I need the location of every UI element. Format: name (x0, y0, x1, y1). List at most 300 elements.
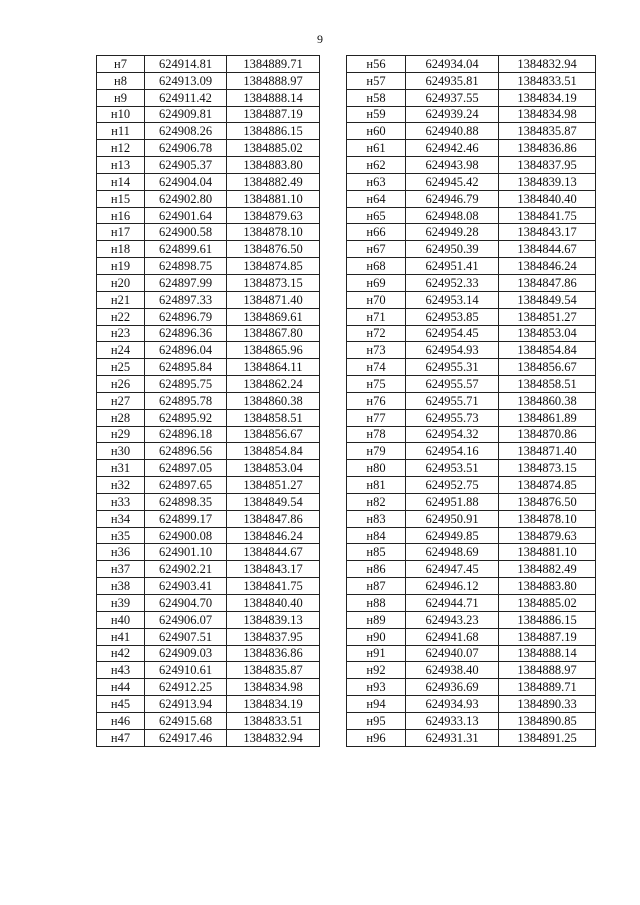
coord-x-cell: 624895.75 (145, 376, 227, 393)
coord-x-cell: 624904.70 (145, 595, 227, 612)
table-row (97, 611, 320, 628)
coord-y-cell: 1384886.15 (499, 611, 596, 628)
point-id-cell: н56 (347, 56, 406, 73)
coord-y-cell: 1384843.17 (499, 224, 596, 241)
table-row (347, 325, 596, 342)
table-row (97, 224, 320, 241)
coord-x-cell: 624949.28 (406, 224, 499, 241)
point-id-cell: н62 (347, 157, 406, 174)
table-row (347, 712, 596, 729)
coord-x-cell: 624953.51 (406, 460, 499, 477)
table-row (97, 56, 320, 73)
table-row (97, 426, 320, 443)
table-row (97, 696, 320, 713)
table-row (347, 72, 596, 89)
coord-y-cell: 1384834.98 (499, 106, 596, 123)
point-id-cell: н18 (97, 241, 145, 258)
coord-x-cell: 624943.98 (406, 157, 499, 174)
coord-y-cell: 1384878.10 (499, 510, 596, 527)
coord-x-cell: 624897.33 (145, 291, 227, 308)
coord-y-cell: 1384843.17 (227, 561, 320, 578)
table-row (97, 544, 320, 561)
point-id-cell: н13 (97, 157, 145, 174)
coord-x-cell: 624934.93 (406, 696, 499, 713)
table-row (97, 359, 320, 376)
table-row (97, 157, 320, 174)
table-row (347, 207, 596, 224)
table-row (97, 527, 320, 544)
point-id-cell: н12 (97, 140, 145, 157)
page-number: 9 (317, 32, 323, 46)
point-id-cell: н85 (347, 544, 406, 561)
coord-x-cell: 624954.45 (406, 325, 499, 342)
coord-x-cell: 624945.42 (406, 173, 499, 190)
point-id-cell: н72 (347, 325, 406, 342)
coord-x-cell: 624951.88 (406, 493, 499, 510)
table-row (347, 56, 596, 73)
point-id-cell: н59 (347, 106, 406, 123)
coord-x-cell: 624954.93 (406, 342, 499, 359)
point-id-cell: н46 (97, 712, 145, 729)
coord-y-cell: 1384836.86 (499, 140, 596, 157)
coord-y-cell: 1384869.61 (227, 308, 320, 325)
coord-y-cell: 1384837.95 (227, 628, 320, 645)
coord-x-cell: 624908.26 (145, 123, 227, 140)
table-row (97, 241, 320, 258)
coord-y-cell: 1384839.13 (499, 173, 596, 190)
coordinates-table-right (346, 55, 596, 747)
coord-x-cell: 624912.25 (145, 679, 227, 696)
point-id-cell: н90 (347, 628, 406, 645)
coord-x-cell: 624955.57 (406, 376, 499, 393)
point-id-cell: н36 (97, 544, 145, 561)
coord-y-cell: 1384888.97 (499, 662, 596, 679)
coord-y-cell: 1384865.96 (227, 342, 320, 359)
point-id-cell: н69 (347, 274, 406, 291)
point-id-cell: н74 (347, 359, 406, 376)
table-row (347, 662, 596, 679)
coord-y-cell: 1384844.67 (227, 544, 320, 561)
point-id-cell: н43 (97, 662, 145, 679)
table-row (97, 291, 320, 308)
table-row (97, 173, 320, 190)
table-row (347, 140, 596, 157)
table-row (347, 106, 596, 123)
coord-x-cell: 624936.69 (406, 679, 499, 696)
point-id-cell: н89 (347, 611, 406, 628)
point-id-cell: н19 (97, 258, 145, 275)
coord-x-cell: 624952.75 (406, 477, 499, 494)
table-row (347, 679, 596, 696)
table-row (97, 190, 320, 207)
point-id-cell: н57 (347, 72, 406, 89)
coord-y-cell: 1384890.85 (499, 712, 596, 729)
coord-x-cell: 624940.88 (406, 123, 499, 140)
table-row (347, 359, 596, 376)
coord-y-cell: 1384853.04 (499, 325, 596, 342)
coord-x-cell: 624904.04 (145, 173, 227, 190)
table-row (347, 544, 596, 561)
point-id-cell: н75 (347, 376, 406, 393)
point-id-cell: н83 (347, 510, 406, 527)
table-row (347, 578, 596, 595)
coord-x-cell: 624896.36 (145, 325, 227, 342)
coord-y-cell: 1384840.40 (499, 190, 596, 207)
coord-x-cell: 624942.46 (406, 140, 499, 157)
coord-y-cell: 1384878.10 (227, 224, 320, 241)
table-row (347, 477, 596, 494)
coord-y-cell: 1384864.11 (227, 359, 320, 376)
coord-x-cell: 624940.07 (406, 645, 499, 662)
table-row (97, 258, 320, 275)
table-row (347, 89, 596, 106)
point-id-cell: н82 (347, 493, 406, 510)
point-id-cell: н87 (347, 578, 406, 595)
coord-y-cell: 1384833.51 (499, 72, 596, 89)
table-row (347, 696, 596, 713)
point-id-cell: н14 (97, 173, 145, 190)
point-id-cell: н8 (97, 72, 145, 89)
coord-y-cell: 1384833.51 (227, 712, 320, 729)
coord-x-cell: 624914.81 (145, 56, 227, 73)
point-id-cell: н34 (97, 510, 145, 527)
coord-x-cell: 624955.71 (406, 392, 499, 409)
table-row (97, 510, 320, 527)
point-id-cell: н44 (97, 679, 145, 696)
point-id-cell: н81 (347, 477, 406, 494)
coord-x-cell: 624931.31 (406, 729, 499, 746)
point-id-cell: н66 (347, 224, 406, 241)
point-id-cell: н31 (97, 460, 145, 477)
coord-y-cell: 1384854.84 (499, 342, 596, 359)
point-id-cell: н11 (97, 123, 145, 140)
coord-x-cell: 624896.56 (145, 443, 227, 460)
point-id-cell: н70 (347, 291, 406, 308)
coord-x-cell: 624906.07 (145, 611, 227, 628)
coord-x-cell: 624946.12 (406, 578, 499, 595)
coord-x-cell: 624913.09 (145, 72, 227, 89)
coord-y-cell: 1384837.95 (499, 157, 596, 174)
coord-x-cell: 624899.61 (145, 241, 227, 258)
table-row (97, 392, 320, 409)
coord-y-cell: 1384836.86 (227, 645, 320, 662)
point-id-cell: н78 (347, 426, 406, 443)
point-id-cell: н42 (97, 645, 145, 662)
table-row (347, 595, 596, 612)
point-id-cell: н32 (97, 477, 145, 494)
coord-x-cell: 624900.08 (145, 527, 227, 544)
point-id-cell: н86 (347, 561, 406, 578)
table-row (347, 224, 596, 241)
table-row (97, 123, 320, 140)
point-id-cell: н73 (347, 342, 406, 359)
coord-x-cell: 624906.78 (145, 140, 227, 157)
coord-y-cell: 1384886.15 (227, 123, 320, 140)
coord-y-cell: 1384841.75 (227, 578, 320, 595)
point-id-cell: н96 (347, 729, 406, 746)
coord-y-cell: 1384851.27 (499, 308, 596, 325)
point-id-cell: н9 (97, 89, 145, 106)
coord-y-cell: 1384856.67 (499, 359, 596, 376)
table-row (347, 645, 596, 662)
table-row (97, 72, 320, 89)
coord-y-cell: 1384876.50 (227, 241, 320, 258)
coord-x-cell: 624941.68 (406, 628, 499, 645)
point-id-cell: н33 (97, 493, 145, 510)
table-row (97, 645, 320, 662)
coord-y-cell: 1384881.10 (227, 190, 320, 207)
coord-x-cell: 624951.41 (406, 258, 499, 275)
coord-y-cell: 1384882.49 (227, 173, 320, 190)
coord-x-cell: 624948.08 (406, 207, 499, 224)
coord-x-cell: 624909.81 (145, 106, 227, 123)
coord-y-cell: 1384891.25 (499, 729, 596, 746)
table-row (347, 409, 596, 426)
coord-y-cell: 1384835.87 (227, 662, 320, 679)
coord-x-cell: 624903.41 (145, 578, 227, 595)
point-id-cell: н10 (97, 106, 145, 123)
table-row (347, 611, 596, 628)
coord-y-cell: 1384887.19 (499, 628, 596, 645)
coord-y-cell: 1384860.38 (227, 392, 320, 409)
point-id-cell: н92 (347, 662, 406, 679)
table-row (347, 173, 596, 190)
table-row (347, 376, 596, 393)
table-row (347, 392, 596, 409)
coord-x-cell: 624939.24 (406, 106, 499, 123)
coord-y-cell: 1384881.10 (499, 544, 596, 561)
coord-y-cell: 1384849.54 (227, 493, 320, 510)
coord-x-cell: 624907.51 (145, 628, 227, 645)
point-id-cell: н91 (347, 645, 406, 662)
coord-x-cell: 624901.64 (145, 207, 227, 224)
coord-y-cell: 1384832.94 (227, 729, 320, 746)
point-id-cell: н93 (347, 679, 406, 696)
coord-x-cell: 624897.99 (145, 274, 227, 291)
coord-y-cell: 1384887.19 (227, 106, 320, 123)
table-row (347, 443, 596, 460)
coord-y-cell: 1384853.04 (227, 460, 320, 477)
point-id-cell: н76 (347, 392, 406, 409)
point-id-cell: н95 (347, 712, 406, 729)
coord-y-cell: 1384834.19 (499, 89, 596, 106)
point-id-cell: н63 (347, 173, 406, 190)
point-id-cell: н30 (97, 443, 145, 460)
coord-x-cell: 624946.79 (406, 190, 499, 207)
point-id-cell: н17 (97, 224, 145, 241)
coord-y-cell: 1384840.40 (227, 595, 320, 612)
coord-x-cell: 624950.91 (406, 510, 499, 527)
point-id-cell: н68 (347, 258, 406, 275)
coord-y-cell: 1384854.84 (227, 443, 320, 460)
coord-y-cell: 1384873.15 (499, 460, 596, 477)
coord-x-cell: 624944.71 (406, 595, 499, 612)
table-row (97, 409, 320, 426)
point-id-cell: н88 (347, 595, 406, 612)
table-row (97, 274, 320, 291)
table-row (97, 376, 320, 393)
point-id-cell: н28 (97, 409, 145, 426)
coord-y-cell: 1384841.75 (499, 207, 596, 224)
point-id-cell: н38 (97, 578, 145, 595)
point-id-cell: н27 (97, 392, 145, 409)
table-row (97, 106, 320, 123)
coord-y-cell: 1384862.24 (227, 376, 320, 393)
table-row (347, 729, 596, 746)
table-row (347, 291, 596, 308)
point-id-cell: н60 (347, 123, 406, 140)
table-row (347, 190, 596, 207)
table-row (347, 527, 596, 544)
point-id-cell: н84 (347, 527, 406, 544)
point-id-cell: н77 (347, 409, 406, 426)
table-row (97, 325, 320, 342)
coord-y-cell: 1384849.54 (499, 291, 596, 308)
table-row (97, 443, 320, 460)
coord-y-cell: 1384867.80 (227, 325, 320, 342)
coord-x-cell: 624896.04 (145, 342, 227, 359)
point-id-cell: н61 (347, 140, 406, 157)
table-row (97, 493, 320, 510)
coord-y-cell: 1384860.38 (499, 392, 596, 409)
coord-y-cell: 1384847.86 (227, 510, 320, 527)
table-row (97, 460, 320, 477)
coord-y-cell: 1384888.14 (499, 645, 596, 662)
point-id-cell: н26 (97, 376, 145, 393)
coord-x-cell: 624900.58 (145, 224, 227, 241)
coord-y-cell: 1384873.15 (227, 274, 320, 291)
point-id-cell: н65 (347, 207, 406, 224)
coord-x-cell: 624895.78 (145, 392, 227, 409)
coord-x-cell: 624938.40 (406, 662, 499, 679)
coord-x-cell: 624917.46 (145, 729, 227, 746)
coord-y-cell: 1384874.85 (227, 258, 320, 275)
table-row (97, 561, 320, 578)
coord-y-cell: 1384851.27 (227, 477, 320, 494)
table-row (97, 89, 320, 106)
table-row (97, 729, 320, 746)
coord-x-cell: 624911.42 (145, 89, 227, 106)
coord-x-cell: 624933.13 (406, 712, 499, 729)
point-id-cell: н22 (97, 308, 145, 325)
point-id-cell: н64 (347, 190, 406, 207)
coord-x-cell: 624952.33 (406, 274, 499, 291)
table-row (347, 241, 596, 258)
coord-x-cell: 624897.05 (145, 460, 227, 477)
coord-y-cell: 1384879.63 (227, 207, 320, 224)
coord-x-cell: 624898.35 (145, 493, 227, 510)
coord-y-cell: 1384832.94 (499, 56, 596, 73)
point-id-cell: н45 (97, 696, 145, 713)
table-row (97, 477, 320, 494)
point-id-cell: н21 (97, 291, 145, 308)
point-id-cell: н79 (347, 443, 406, 460)
table-row (347, 510, 596, 527)
coord-x-cell: 624902.80 (145, 190, 227, 207)
point-id-cell: н29 (97, 426, 145, 443)
table-row (97, 679, 320, 696)
coord-x-cell: 624950.39 (406, 241, 499, 258)
point-id-cell: н23 (97, 325, 145, 342)
coord-x-cell: 624897.65 (145, 477, 227, 494)
coord-y-cell: 1384858.51 (499, 376, 596, 393)
point-id-cell: н67 (347, 241, 406, 258)
point-id-cell: н47 (97, 729, 145, 746)
table-row (347, 258, 596, 275)
coord-x-cell: 624898.75 (145, 258, 227, 275)
coord-x-cell: 624949.85 (406, 527, 499, 544)
coord-y-cell: 1384876.50 (499, 493, 596, 510)
coord-x-cell: 624943.23 (406, 611, 499, 628)
coord-x-cell: 624915.68 (145, 712, 227, 729)
table-row (347, 561, 596, 578)
table-row (97, 207, 320, 224)
point-id-cell: н39 (97, 595, 145, 612)
table-row (97, 662, 320, 679)
table-row (97, 342, 320, 359)
point-id-cell: н7 (97, 56, 145, 73)
coord-y-cell: 1384846.24 (499, 258, 596, 275)
coord-y-cell: 1384890.33 (499, 696, 596, 713)
coord-x-cell: 624955.73 (406, 409, 499, 426)
coord-y-cell: 1384883.80 (499, 578, 596, 595)
point-id-cell: н37 (97, 561, 145, 578)
table-row (97, 308, 320, 325)
point-id-cell: н94 (347, 696, 406, 713)
coord-x-cell: 624895.84 (145, 359, 227, 376)
coord-x-cell: 624902.21 (145, 561, 227, 578)
coord-y-cell: 1384889.71 (499, 679, 596, 696)
table-row (97, 628, 320, 645)
coord-x-cell: 624934.04 (406, 56, 499, 73)
point-id-cell: н24 (97, 342, 145, 359)
point-id-cell: н20 (97, 274, 145, 291)
table-row (347, 308, 596, 325)
coord-y-cell: 1384888.97 (227, 72, 320, 89)
coord-x-cell: 624935.81 (406, 72, 499, 89)
coord-y-cell: 1384858.51 (227, 409, 320, 426)
coord-x-cell: 624955.31 (406, 359, 499, 376)
coord-y-cell: 1384861.89 (499, 409, 596, 426)
coord-y-cell: 1384888.14 (227, 89, 320, 106)
coord-y-cell: 1384889.71 (227, 56, 320, 73)
table-row (347, 493, 596, 510)
coord-y-cell: 1384834.98 (227, 679, 320, 696)
coord-y-cell: 1384856.67 (227, 426, 320, 443)
coord-x-cell: 624948.69 (406, 544, 499, 561)
coord-x-cell: 624895.92 (145, 409, 227, 426)
coord-y-cell: 1384879.63 (499, 527, 596, 544)
table-row (347, 628, 596, 645)
table-row (97, 712, 320, 729)
coord-x-cell: 624896.18 (145, 426, 227, 443)
coord-y-cell: 1384882.49 (499, 561, 596, 578)
point-id-cell: н16 (97, 207, 145, 224)
coord-x-cell: 624937.55 (406, 89, 499, 106)
table-row (347, 274, 596, 291)
point-id-cell: н15 (97, 190, 145, 207)
point-id-cell: н41 (97, 628, 145, 645)
coord-y-cell: 1384834.19 (227, 696, 320, 713)
coord-y-cell: 1384846.24 (227, 527, 320, 544)
coord-x-cell: 624954.16 (406, 443, 499, 460)
coord-y-cell: 1384885.02 (227, 140, 320, 157)
coord-x-cell: 624953.14 (406, 291, 499, 308)
coord-x-cell: 624954.32 (406, 426, 499, 443)
coord-x-cell: 624901.10 (145, 544, 227, 561)
table-row (347, 426, 596, 443)
point-id-cell: н25 (97, 359, 145, 376)
